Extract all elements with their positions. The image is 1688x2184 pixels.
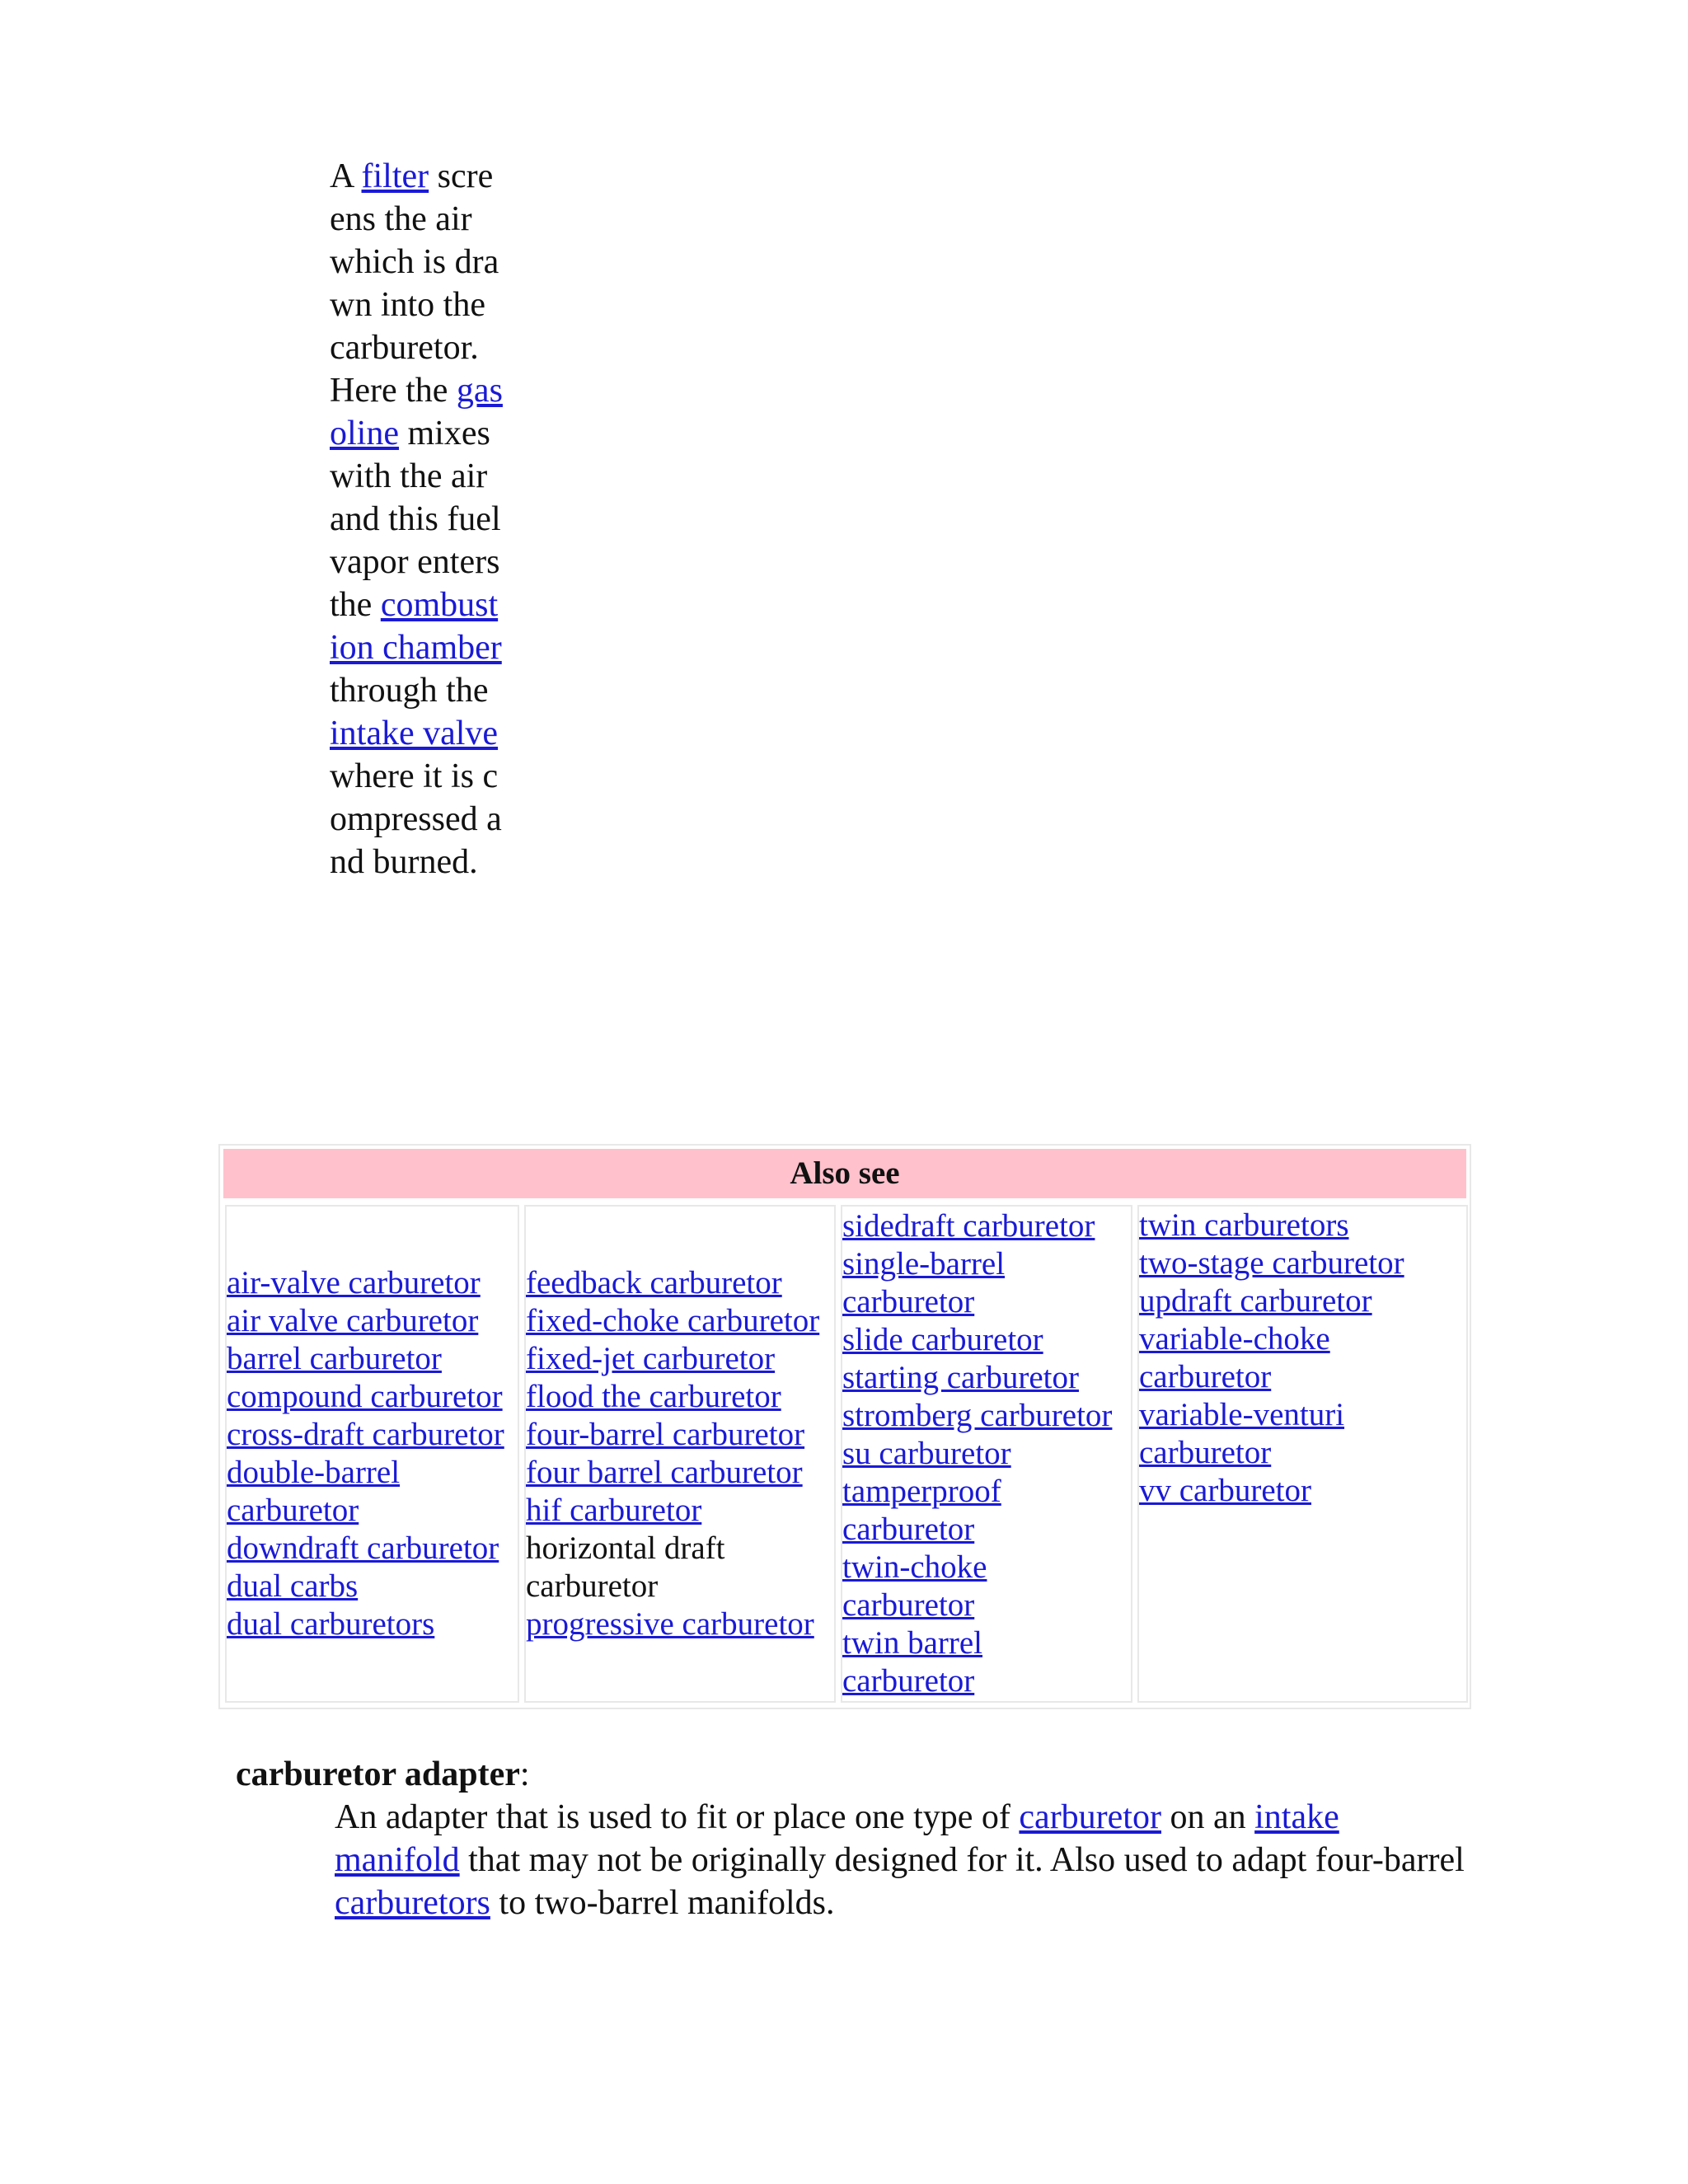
also-see-table [218,1144,1471,1709]
also-see-link[interactable]: carburetor [1139,1359,1272,1394]
also-see-link[interactable]: carburetor [842,1587,975,1623]
link-intake-valve[interactable]: intake valve [330,715,499,752]
also-see-link[interactable]: variable-venturi [1139,1397,1345,1432]
also-see-column-3 [841,1205,1132,1703]
definition-text-1: An adapter that is used to fit or place one type of [335,1798,1010,1836]
also-see-link[interactable]: flood the carburetor [526,1379,781,1414]
also-see-link[interactable]: carburetor [842,1284,975,1319]
also-see-link[interactable]: tamperproof [842,1474,1001,1509]
also-see-link[interactable]: air valve carburetor [227,1303,479,1338]
definition-text-3: that may not be originally designed for it. Also used to adapt four-barrel [468,1841,1465,1879]
also-see-link[interactable]: twin carburetors [1139,1207,1349,1243]
also-see-plain-text: carburetor [526,1568,659,1604]
also-see-link[interactable]: four barrel carburetor [526,1455,803,1490]
link-gasoline[interactable]: gasoline [330,372,503,452]
intro-text-4: where it is compressed and burned. [330,757,502,881]
also-see-link[interactable]: dual carburetors [227,1606,435,1642]
also-see-column-4 [1137,1205,1468,1703]
also-see-link[interactable]: cross-draft carburetor [227,1417,504,1452]
link-intake-manifold[interactable]: intake manifold [335,1798,1339,1879]
intro-word-a: A [330,157,354,195]
intro-text-3: through the [330,672,489,710]
entry-term-colon: : [519,1755,530,1793]
also-see-link[interactable]: slide carburetor [842,1322,1043,1357]
also-see-link[interactable]: dual carbs [227,1568,359,1604]
definition-text-4: to two-barrel manifolds. [499,1884,835,1922]
also-see-link[interactable]: carburetor [842,1663,975,1699]
also-see-link[interactable]: feedback carburetor [526,1265,782,1301]
also-see-link[interactable]: carburetor [842,1511,975,1547]
also-see-link[interactable]: compound carburetor [227,1379,503,1414]
also-see-link[interactable]: stromberg carburetor [842,1398,1113,1433]
also-see-link[interactable]: vv carburetor [1139,1473,1311,1508]
also-see-link[interactable]: single-barrel [842,1246,1006,1282]
link-carburetor[interactable]: carburetor [1019,1798,1161,1836]
link-filter[interactable]: filter [361,157,429,195]
link-carburetors[interactable]: carburetors [335,1884,490,1922]
also-see-plain-text: horizontal draft [526,1530,725,1566]
also-see-link[interactable]: su carburetor [842,1436,1011,1471]
also-see-link[interactable]: air-valve carburetor [227,1265,481,1301]
also-see-link[interactable]: starting carburetor [842,1360,1079,1395]
entry-term-name: carburetor adapter [236,1755,520,1793]
intro-text-2: mixes with the air and this fuel vapor enters the [330,415,501,624]
entry-term [236,1753,530,1796]
link-combustion-chamber[interactable]: combustion chamber [330,586,502,667]
also-see-link[interactable]: twin-choke [842,1549,987,1585]
intro-paragraph [330,155,503,883]
definition-text-2: on an [1170,1798,1246,1836]
also-see-link[interactable]: fixed-choke carburetor [526,1303,820,1338]
also-see-link[interactable]: carburetor [1139,1435,1272,1470]
also-see-link[interactable]: variable-choke [1139,1321,1330,1357]
also-see-link[interactable]: double-barrel [227,1455,401,1490]
also-see-link[interactable]: carburetor [227,1493,359,1528]
also-see-link[interactable]: sidedraft carburetor [842,1208,1095,1244]
also-see-link[interactable]: barrel carburetor [227,1341,442,1376]
also-see-link[interactable]: downdraft carburetor [227,1530,499,1566]
also-see-link[interactable]: updraft carburetor [1139,1283,1372,1319]
also-see-link[interactable]: four-barrel carburetor [526,1417,805,1452]
also-see-header: Also see [223,1149,1466,1198]
also-see-column-1 [225,1205,519,1703]
also-see-link[interactable]: twin barrel [842,1625,983,1661]
also-see-link[interactable]: hif carburetor [526,1493,702,1528]
also-see-link[interactable]: progressive carburetor [526,1606,814,1642]
entry-definition [335,1796,1472,1924]
also-see-link[interactable]: fixed-jet carburetor [526,1341,776,1376]
intro-text-1: screens the air which is drawn into the carburetor. Here the [330,157,499,410]
also-see-link[interactable]: two-stage carburetor [1139,1245,1404,1281]
also-see-column-2 [524,1205,836,1703]
